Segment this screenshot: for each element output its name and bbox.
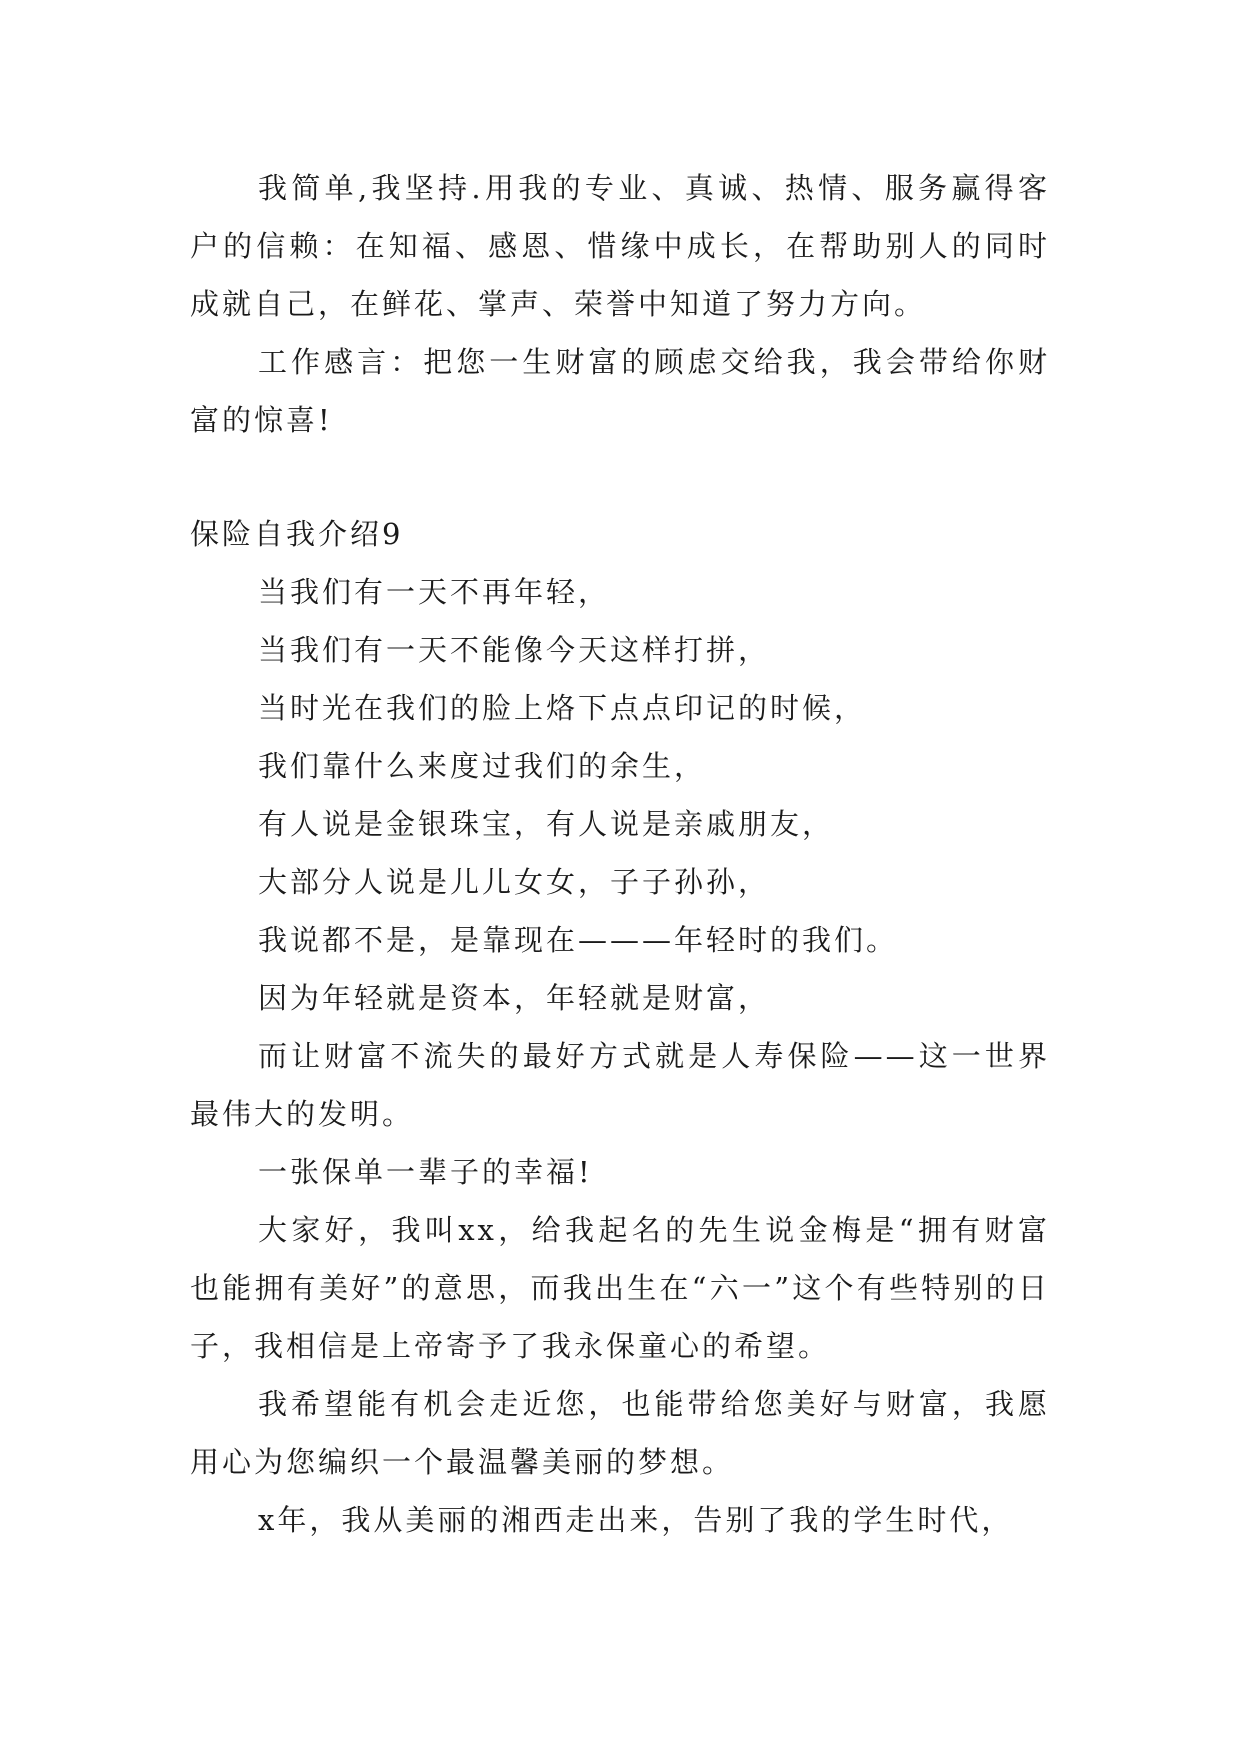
section-one [190, 159, 1050, 449]
paragraph: 我简单,我坚持.用我的专业、真诚、热情、服务赢得客户的信赖：在知福、感恩、惜缘中成长，在帮助别人的同时成就自己，在鲜花、掌声、荣誉中知道了努力方向。 [190, 171, 1050, 321]
paragraph: 当我们有一天不再年轻， [258, 575, 611, 609]
paragraph: 一张保单一辈子的幸福! [258, 1155, 593, 1189]
section-heading: 保险自我介绍9 [190, 517, 404, 551]
paragraph: 大家好，我叫xx，给我起名的先生说金梅是“拥有财富也能拥有美好”的意思，而我出生在“六一”这个有些特别的日子，我相信是上帝寄予了我永保童心的希望。 [190, 1213, 1050, 1363]
paragraph: 有人说是金银珠宝，有人说是亲戚朋友， [258, 807, 835, 841]
paragraph: 工作感言：把您一生财富的顾虑交给我，我会带给你财富的惊喜! [190, 345, 1050, 437]
paragraph: 我们靠什么来度过我们的余生， [258, 749, 707, 783]
paragraph: x年，我从美丽的湘西走出来，告别了我的学生时代， [258, 1503, 1014, 1537]
paragraph: 大部分人说是儿儿女女，子子孙孙， [258, 865, 771, 899]
paragraph: 而让财富不流失的最好方式就是人寿保险——这一世界最伟大的发明。 [190, 1039, 1050, 1131]
paragraph: 我希望能有机会走近您，也能带给您美好与财富，我愿用心为您编织一个最温馨美丽的梦想。 [190, 1387, 1050, 1479]
section-two [190, 505, 1050, 1549]
paragraph: 因为年轻就是资本，年轻就是财富， [258, 981, 771, 1015]
paragraph: 我说都不是，是靠现在———年轻时的我们。 [258, 923, 899, 957]
paragraph: 当我们有一天不能像今天这样打拼， [258, 633, 771, 667]
paragraph: 当时光在我们的脸上烙下点点印记的时候， [258, 691, 867, 725]
